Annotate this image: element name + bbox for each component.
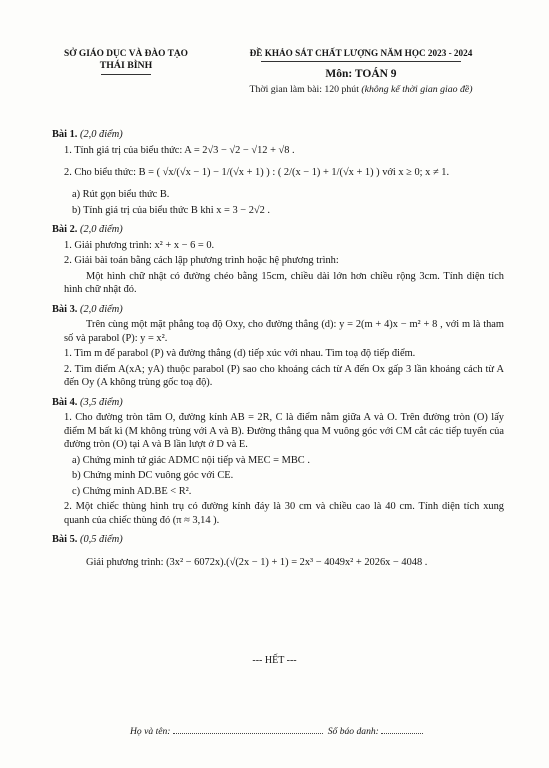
section-title (52, 223, 504, 237)
end-marker: --- HẾT --- (252, 655, 297, 666)
section-title (52, 533, 504, 547)
question-text: Giải phương trình: (3x² − 6072x).(√(2x − 1) + 1) = 2x³ − 4049x² + 2026x − 4048 . (86, 556, 428, 568)
section-title (52, 396, 504, 410)
question-text: 2. Cho biểu thức: B = ( √x/(√x − 1) − 1/(√x + 1) ) : ( 2/(x − 1) + 1/(√x + 1) ) với x ≥ 0; x ≠ 1. (64, 167, 450, 179)
section-label: Bài 3. (52, 303, 78, 315)
question-text: 1. Cho đường tròn tâm O, đường kính AB = 2R, C là điểm nằm giữa A và O. Trên đường tròn (O) lấy điểm M bất kì (M không trùng với A và B). Đường thẳng qua M vuông góc với CM cắt các tiếp tuyến của đường tròn (O) tại A và B lần lượt ở D và E. (64, 412, 504, 451)
question-text: a) Rút gọn biểu thức B. (72, 189, 170, 201)
question-text: 1. Tìm m để parabol (P) và đường thẳng (d) tiếp xúc với nhau. Tìm toạ độ tiếp điểm. (64, 348, 416, 360)
section-points: (2,0 điểm) (80, 224, 123, 236)
section-title (52, 128, 504, 142)
exam-title-block (216, 48, 506, 97)
section-points: (3,5 điểm) (80, 396, 123, 408)
section-points: (2,0 điểm) (80, 303, 123, 315)
time-note: (không kể thời gian giao đề) (361, 83, 473, 95)
section-title (52, 303, 504, 317)
exam-body (52, 122, 504, 576)
question-text: 2. Giải bài toán bằng cách lập phương trình hoặc hệ phương trình: (64, 255, 339, 267)
question-text: Trên cùng một mặt phẳng toạ độ Oxy, cho đường thẳng (d): y = 2(m + 4)x − m² + 8 , với m là tham số và parabol (P): y = x². (64, 319, 504, 344)
candidate-footer (130, 724, 460, 738)
department-underline (101, 74, 151, 75)
question-text: 1. Giải phương trình: x² + x − 6 = 0. (64, 239, 215, 251)
section-points: (2,0 điểm) (80, 129, 123, 140)
question-text: 2. Tìm điểm A(xA; yA) thuộc parabol (P) sao cho khoảng cách từ A đến Ox gấp 3 lần khoảng cách từ A đến Oy (A không trùng gốc toạ độ). (64, 363, 504, 389)
id-label: Số báo danh: (327, 726, 379, 737)
section-label: Bài 5. (52, 534, 78, 546)
time-label: Thời gian làm bài: 120 phút (249, 83, 359, 95)
province-name: THÁI BÌNH (99, 60, 153, 72)
department-block (50, 48, 202, 75)
question-text: 1. Tính giá trị của biểu thức: A = 2√3 − √2 − √12 + √8 . (64, 144, 295, 156)
question-text: b) Chứng minh DC vuông góc với CE. (72, 470, 234, 482)
section-label: Bài 2. (52, 224, 78, 236)
id-blank (381, 724, 423, 734)
question-text: c) Chứng minh AD.BE < R². (72, 485, 192, 497)
question-text: 2. Một chiếc thùng hình trụ có đường kính đáy là 30 cm và chiều cao là 40 cm. Tính diện tích xung quanh của chiếc thùng đó (π ≈ 3,14 ). (64, 501, 504, 526)
question-text: Một hình chữ nhật có đường chéo bằng 15cm, chiều dài lớn hơn chiều rộng 3cm. Tính diện tích hình chữ nhật đó. (64, 270, 504, 296)
section-points: (0,5 điểm) (80, 534, 123, 546)
section-label: Bài 4. (52, 396, 78, 408)
question-text: b) Tính giá trị của biểu thức B khi x = 3 − 2√2 . (72, 204, 271, 216)
exam-header (0, 48, 549, 108)
subject-title: Môn: TOÁN 9 (325, 67, 397, 80)
time-allowed (216, 84, 506, 97)
question-text: a) Chứng minh tứ giác ADMC nội tiếp và MEC = MBC . (72, 454, 310, 466)
exam-title-underline (261, 61, 461, 62)
name-label: Họ và tên: (130, 726, 171, 737)
exam-title: ĐỀ KHẢO SÁT CHẤT LƯỢNG NĂM HỌC 2023 - 2024 (249, 48, 473, 58)
department-name: SỞ GIÁO DỤC VÀ ĐÀO TẠO (64, 49, 188, 59)
section-label: Bài 1. (52, 129, 78, 140)
name-blank (173, 724, 323, 734)
